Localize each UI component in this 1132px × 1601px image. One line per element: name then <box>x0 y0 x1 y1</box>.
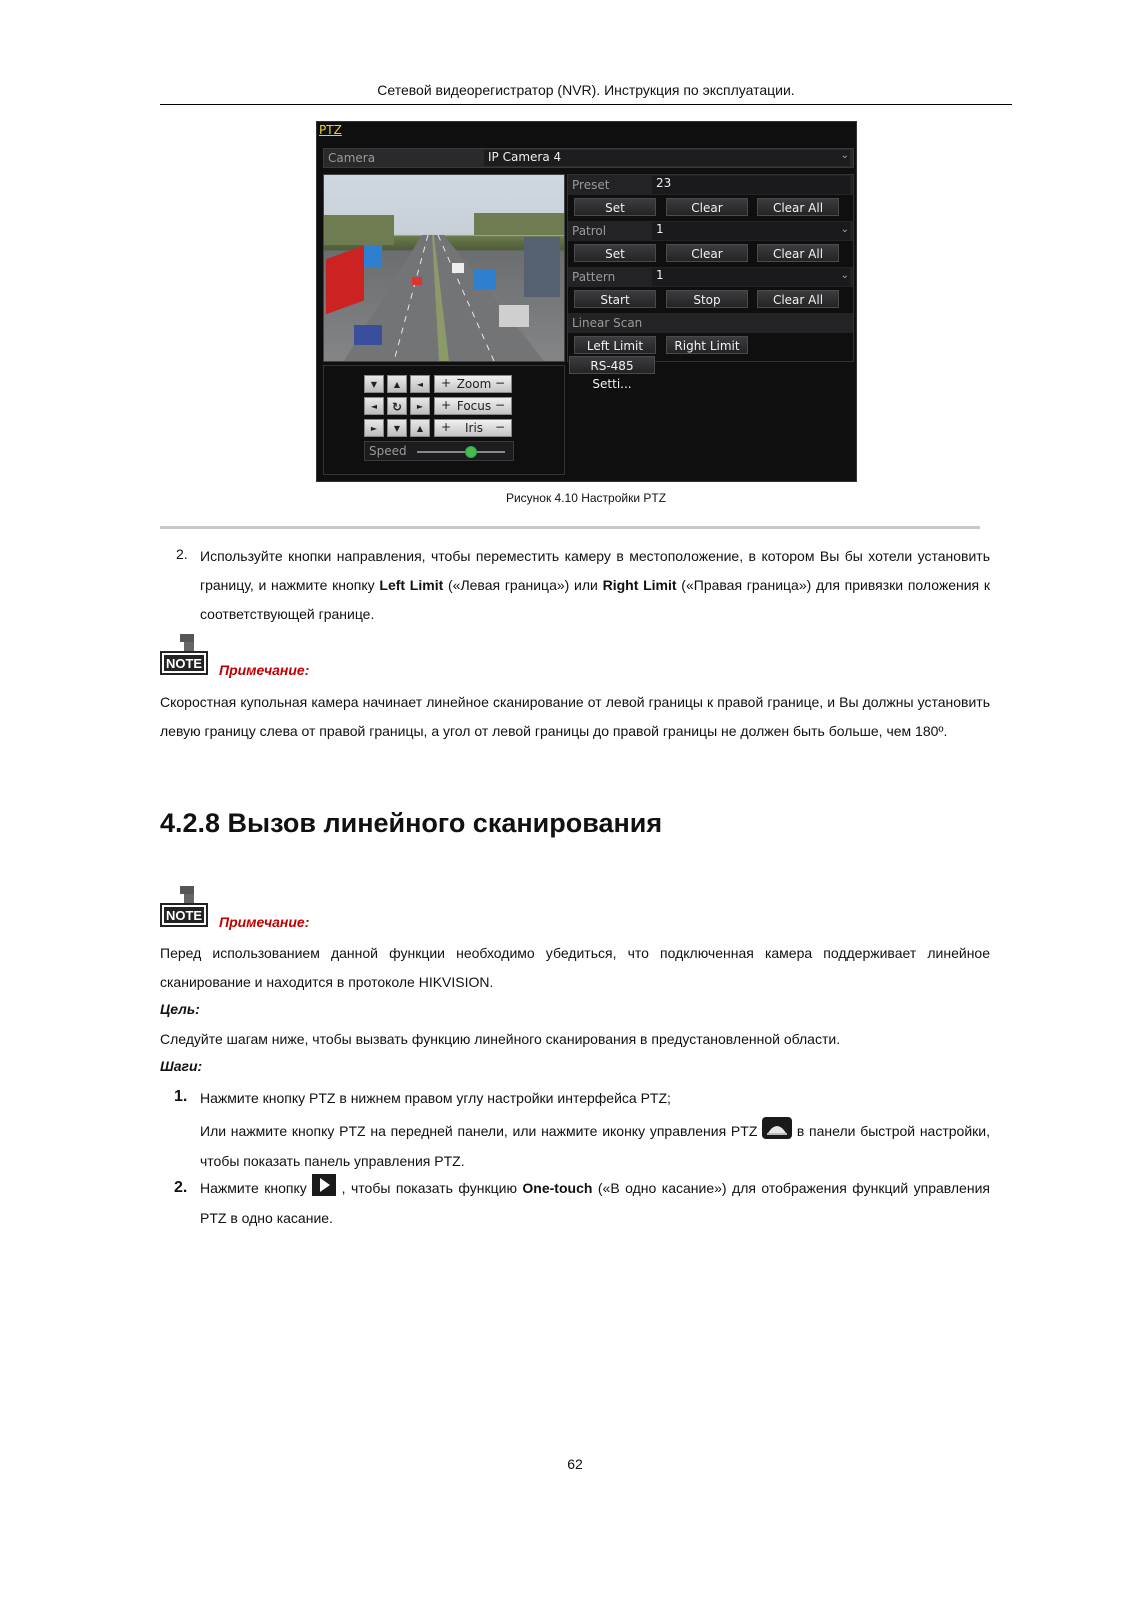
arrow-right-icon[interactable]: ► <box>410 397 430 415</box>
note-text: Скоростная купольная камера начинает линейное сканирование от левой границы к правой границе, и Вы должны установить левую границу слева от правой границы, а угол от левой границы до правой границы не должен быть больше, чем 180º. <box>160 694 990 739</box>
header-rule <box>160 104 1012 105</box>
list-item <box>200 542 990 629</box>
preset-row <box>568 175 853 195</box>
left-limit-button[interactable]: Left Limit <box>574 336 656 354</box>
patrol-row <box>568 221 853 241</box>
speed-control <box>364 441 514 461</box>
note-label: Примечание: <box>219 662 310 678</box>
text: Используйте кнопки направления, чтобы переместить камеру в местоположение, в котором Вы бы хотели установить границу, и нажмите кнопку <box>200 548 990 593</box>
text: Или нажмите кнопку PTZ на передней панели, или нажмите иконку управления PTZ <box>200 1123 763 1140</box>
camera-select[interactable]: IP Camera 4 <box>484 150 850 166</box>
arrow-down-icon[interactable]: ▼ <box>387 419 407 437</box>
arrow-left-icon[interactable]: ◄ <box>364 397 384 415</box>
preset-clear-all-button[interactable]: Clear All <box>757 198 839 216</box>
figure-caption: Рисунок 4.10 Настройки PTZ <box>505 491 667 505</box>
pattern-row <box>568 267 853 287</box>
left-limit-term: Left Limit <box>379 577 444 593</box>
pattern-select[interactable]: 1 <box>652 268 850 286</box>
text: , чтобы показать функцию <box>336 1180 523 1197</box>
iris-minus-icon[interactable]: − <box>494 420 505 434</box>
chevron-down-icon: ⌄ <box>840 270 849 281</box>
note-text: Перед использованием данной функции необходимо убедиться, что подключенная камера поддерживает линейное сканирование и находится в протоколе HIKVISION. <box>160 945 990 990</box>
pattern-label: Pattern <box>572 270 616 284</box>
pattern-start-button[interactable]: Start <box>574 290 656 308</box>
zoom-in-icon[interactable]: + <box>441 376 452 390</box>
speed-slider-handle[interactable] <box>465 446 477 458</box>
arrow-up-left-icon[interactable]: ▼ <box>364 375 384 393</box>
arrow-up-right-icon[interactable]: ◄ <box>410 375 430 393</box>
right-limit-term: Right Limit <box>602 577 677 593</box>
note-icon-text: NOTE <box>165 908 203 923</box>
focus-minus-icon[interactable]: − <box>494 398 505 412</box>
one-touch-term: One-touch <box>522 1180 593 1197</box>
highway-image <box>324 175 564 361</box>
auto-rotate-icon[interactable]: ↻ <box>387 397 407 415</box>
ptz-dome-icon <box>762 1117 792 1148</box>
pattern-clear-all-button[interactable]: Clear All <box>757 290 839 308</box>
focus-control[interactable] <box>434 397 512 415</box>
arrow-down-left-icon[interactable]: ► <box>364 419 384 437</box>
right-limit-button[interactable]: Right Limit <box>666 336 748 354</box>
speed-slider-track[interactable] <box>417 451 505 453</box>
play-icon <box>312 1174 336 1205</box>
preset-label: Preset <box>572 178 610 192</box>
patrol-set-button[interactable]: Set <box>574 244 656 262</box>
text: («Левая граница») или <box>443 577 603 593</box>
camera-preview <box>323 174 565 362</box>
ptz-settings-panel <box>567 174 854 362</box>
list-number: 2. <box>176 546 188 562</box>
text: («Правая граница») для привязки положения к соответствующей границе. <box>200 577 990 622</box>
patrol-clear-button[interactable]: Clear <box>666 244 748 262</box>
note-block <box>160 886 208 933</box>
goal-text: Следуйте шагам ниже, чтобы вызвать функцию линейного сканирования в предустановленной области. <box>160 1031 841 1047</box>
step-number: 1. <box>174 1088 188 1105</box>
zoom-label: Zoom <box>456 377 492 391</box>
ptz-control-panel <box>323 365 565 475</box>
preset-input[interactable]: 23 <box>652 176 850 194</box>
patrol-select[interactable]: 1 <box>652 222 850 240</box>
text: Нажмите кнопку <box>200 1180 313 1197</box>
section-heading: 4.2.8 Вызов линейного сканирования <box>160 808 663 838</box>
preset-clear-button[interactable]: Clear <box>666 198 748 216</box>
step-text <box>200 1174 990 1232</box>
speed-label: Speed <box>369 444 407 458</box>
arrow-down-right-icon[interactable]: ▲ <box>410 419 430 437</box>
page-number: 62 <box>567 1456 583 1472</box>
chevron-down-icon: ⌄ <box>840 224 849 235</box>
zoom-out-icon[interactable]: − <box>494 376 505 390</box>
camera-row <box>323 148 854 168</box>
text: («В одно касание») для отображения функций управления PTZ в одно касание. <box>200 1180 990 1226</box>
note-icon-text: NOTE <box>165 656 203 671</box>
linear-scan-label: Linear Scan <box>572 316 643 330</box>
preset-set-button[interactable]: Set <box>574 198 656 216</box>
linear-scan-row <box>568 313 853 333</box>
iris-label: Iris <box>464 421 484 435</box>
chevron-down-icon: ⌄ <box>840 150 849 161</box>
zoom-control[interactable] <box>434 375 512 393</box>
text: в панели быстрой настройки, чтобы показать панель управления PTZ. <box>200 1123 990 1169</box>
goal-label: Цель: <box>160 1001 200 1017</box>
rs485-settings-button[interactable]: RS-485 Setti... <box>569 356 655 374</box>
patrol-label: Patrol <box>572 224 607 238</box>
note-icon <box>160 634 208 676</box>
ptz-title: PTZ <box>319 123 342 137</box>
focus-plus-icon[interactable]: + <box>441 398 452 412</box>
note-label: Примечание: <box>219 914 310 930</box>
ptz-screenshot <box>316 121 857 482</box>
patrol-clear-all-button[interactable]: Clear All <box>757 244 839 262</box>
running-header: Сетевой видеорегистратор (NVR). Инструкция по эксплуатации. <box>377 82 795 98</box>
steps-label: Шаги: <box>160 1058 203 1074</box>
arrow-up-icon[interactable]: ▲ <box>387 375 407 393</box>
step-text <box>200 1117 990 1175</box>
step-text: Нажмите кнопку PTZ в нижнем правом углу настройки интерфейса PTZ; <box>200 1090 671 1106</box>
step-number: 2. <box>174 1179 188 1196</box>
section-divider <box>160 526 980 529</box>
camera-label: Camera <box>328 151 376 165</box>
iris-control[interactable] <box>434 419 512 437</box>
note-icon <box>160 886 208 928</box>
iris-plus-icon[interactable]: + <box>441 420 452 434</box>
pattern-stop-button[interactable]: Stop <box>666 290 748 308</box>
focus-label: Focus <box>456 399 492 413</box>
note-block <box>160 634 208 681</box>
